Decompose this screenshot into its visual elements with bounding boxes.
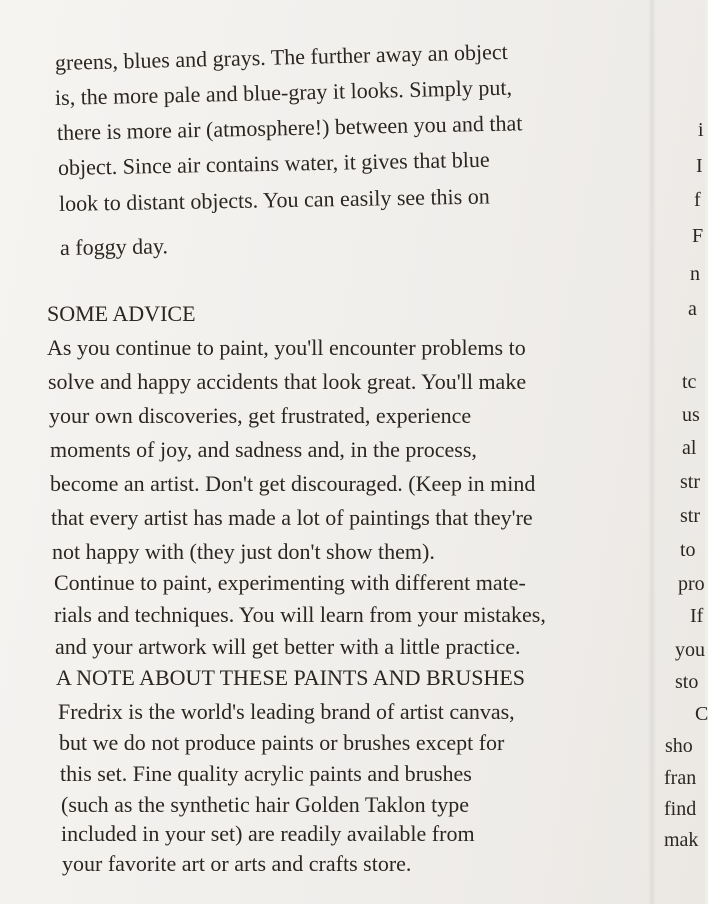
text-fragment: you (675, 639, 705, 661)
text-fragment: mak (664, 829, 699, 851)
text-line: Fredrix is the world's leading brand of artist canvas, (58, 699, 515, 724)
text-line: As you continue to paint, you'll encounter problems to (47, 335, 526, 360)
text-fragment: f (694, 189, 701, 211)
text-line: (such as the synthetic hair Golden Taklon type (61, 792, 470, 817)
page-gutter (648, 0, 656, 904)
text-fragment: n (690, 263, 700, 285)
text-line: there is more air (atmosphere!) between you and that (56, 110, 523, 145)
text-fragment: a (688, 298, 697, 320)
text-line: greens, blues and grays. The further away an object (54, 38, 509, 75)
text-fragment: str (680, 471, 700, 493)
text-line: this set. Fine quality acrylic paints and brushes (60, 761, 472, 786)
text-line: that every artist has made a lot of paintings that they're (51, 505, 533, 530)
section-heading-advice: SOME ADVICE (47, 301, 196, 326)
text-fragment: sho (665, 735, 693, 757)
text-line: and your artwork will get better with a little practice. (55, 634, 521, 659)
text-fragment: i (698, 119, 704, 141)
text-line: your favorite art or arts and crafts store. (62, 851, 412, 876)
text-line: not happy with (they just don't show them). (52, 539, 435, 564)
text-line: your own discoveries, get frustrated, experience (49, 403, 472, 428)
text-fragment: I (696, 155, 703, 177)
text-line: is, the more pale and blue-gray it looks. Simply put, (54, 74, 513, 110)
text-fragment: If (690, 605, 704, 627)
text-fragment: us (682, 404, 700, 426)
text-line: but we do not produce paints or brushes except for (59, 730, 505, 755)
text-line: included in your set) are readily available from (61, 821, 475, 846)
text-fragment: to (680, 539, 696, 561)
text-fragment: tc (682, 371, 697, 393)
text-line: a foggy day. (59, 233, 169, 260)
text-fragment: str (680, 505, 700, 527)
text-line: moments of joy, and sadness and, in the process, (50, 437, 477, 462)
text-line: become an artist. Don't get discouraged. (Keep in mind (50, 471, 536, 496)
text-fragment: F (692, 225, 704, 247)
text-line: Continue to paint, experimenting with different mate- (54, 570, 526, 595)
text-fragment: sto (675, 671, 699, 693)
text-fragment: find (664, 798, 697, 820)
text-fragment: al (682, 437, 697, 459)
section-heading-note: A NOTE ABOUT THESE PAINTS AND BRUSHES (56, 665, 526, 690)
text-line: solve and happy accidents that look great. You'll make (48, 369, 527, 394)
text-fragment: pro (678, 573, 705, 595)
text-line: look to distant objects. You can easily see this on (58, 183, 490, 216)
text-fragment: fran (664, 767, 697, 789)
text-line: rials and techniques. You will learn from your mistakes, (54, 602, 546, 627)
text-line: object. Since air contains water, it gives that blue (57, 146, 490, 180)
text-fragment: C (695, 703, 708, 725)
